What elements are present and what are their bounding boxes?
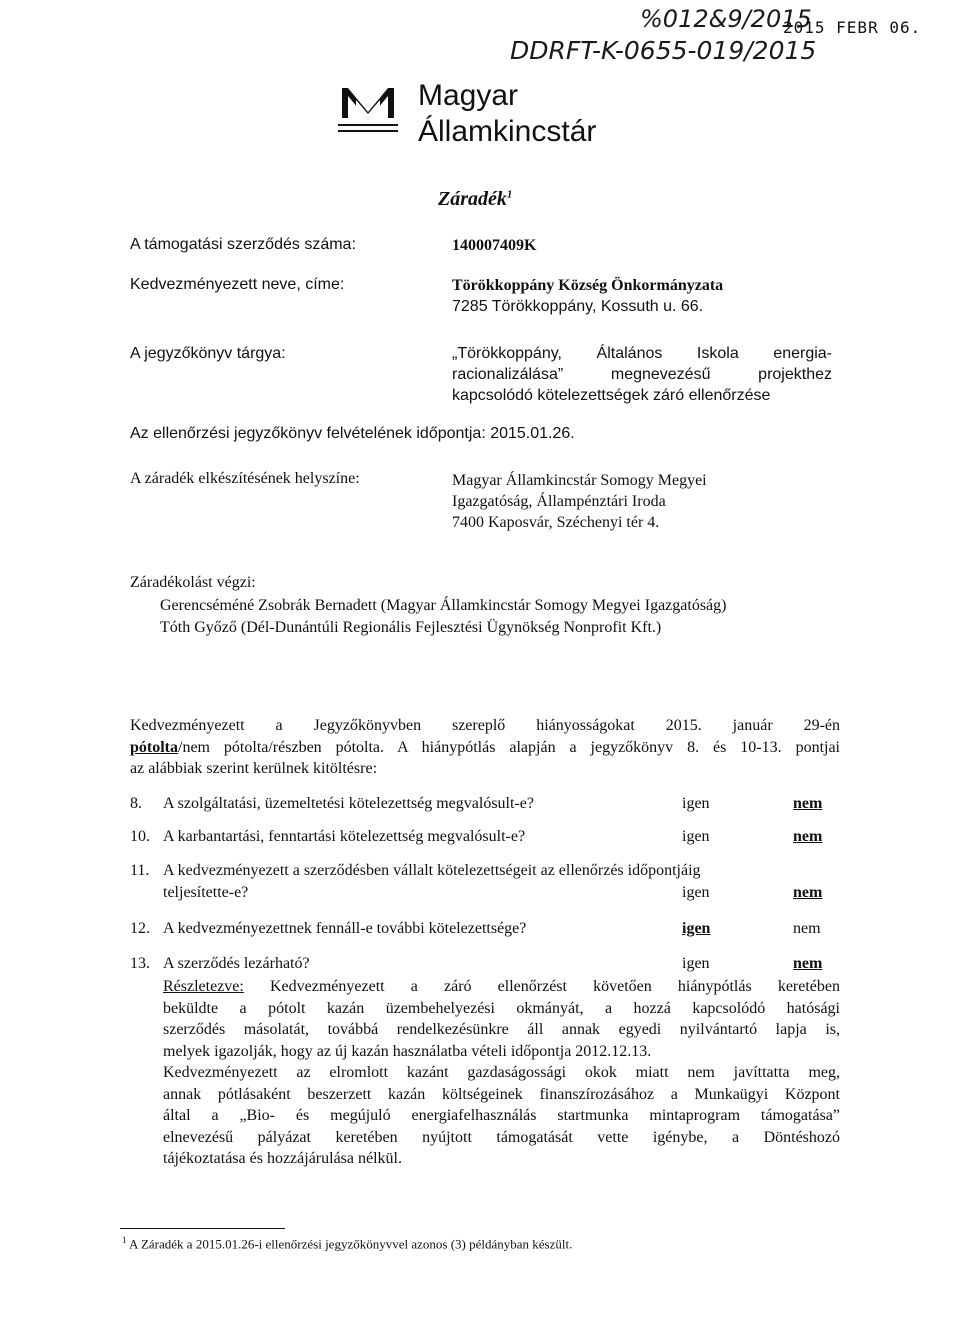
subject-line-1: „Törökkoppány, Általános Iskola energia-: [452, 345, 832, 362]
place-line-2: Igazgatóság, Állampénztári Iroda: [452, 493, 666, 510]
question-text: A szolgáltatási, üzemeltetési kötelezettség megvalósult-e?: [163, 795, 534, 812]
answer-no-selected: nem: [793, 955, 823, 972]
details-line-1-text: Kedvezményezett a záró ellenőrzést követően hiánypótlás keretében: [243, 978, 840, 995]
intro-line-3: az alábbiak szerint kerülnek kitöltésre:: [130, 760, 378, 777]
answer-yes-selected: igen: [682, 920, 711, 937]
handwritten-reference-1: %012&9/2015: [640, 5, 812, 33]
subject-label: A jegyzőkönyv tárgya:: [130, 345, 286, 362]
contract-number-label: A támogatási szerződés száma:: [130, 236, 356, 253]
handwritten-reference-2: DDRFT-K-0655-019/2015: [510, 36, 817, 65]
signer-1: Gerencséméné Zsobrák Bernadett (Magyar Államkincstár Somogy Megyei Igazgatóság): [160, 597, 727, 614]
question-text-continued: teljesítette-e?: [163, 884, 249, 901]
details-label: Részletezve:: [163, 978, 244, 995]
answer-yes: igen: [682, 828, 710, 845]
record-date-line: Az ellenőrzési jegyzőkönyv felvételének időpontja: 2015.01.26.: [130, 425, 575, 442]
intro-selected-option: pótolta: [130, 738, 178, 756]
answer-yes: igen: [682, 955, 710, 972]
question-text: A karbantartási, fenntartási kötelezettség megvalósult-e?: [163, 828, 526, 845]
details-line-7: által a „Bio- és megújuló energiafelhasználás startmunka mintaprogram támogatása”: [163, 1107, 840, 1124]
signer-2: Tóth Győző (Dél-Dunántúli Regionális Fejlesztési Ügynökség Nonprofit Kft.): [160, 619, 662, 636]
answer-yes: igen: [682, 795, 710, 812]
subject-value: [452, 343, 832, 406]
question-text: A kedvezményezett a szerződésben vállalt kötelezettségeit az ellenőrzés időpontjáig: [163, 862, 701, 879]
footnote: [122, 1235, 572, 1252]
details-line-9: tájékoztatása és hozzájárulása nélkül.: [163, 1150, 402, 1167]
intro-paragraph: [130, 715, 840, 780]
treasury-logo: [338, 78, 398, 151]
title-text: Záradék: [438, 188, 507, 210]
document-title: [438, 188, 512, 211]
logo-text-line2: Államkincstár: [418, 115, 597, 148]
intro-line-2: [130, 737, 840, 759]
intro-line-2-rest: /nem pótolta/részben pótolta. A hiánypótlás alapján a jegyzőkönyv 8. és 10-13. pontjai: [178, 738, 840, 756]
footnote-separator: [120, 1228, 285, 1229]
received-date-stamp: 2015 FEBR 06.: [783, 18, 922, 37]
footnote-text: A Záradék a 2015.01.26-i ellenőrzési jegyzőkönyvvel azonos (3) példányban készült.: [129, 1236, 573, 1252]
details-line-5: Kedvezményezett az elromlott kazánt gazdaságossági okok miatt nem javíttatta meg,: [163, 1064, 840, 1081]
beneficiary-name: Törökkoppány Község Önkormányzata: [452, 277, 724, 294]
beneficiary-address: 7285 Törökkoppány, Kossuth u. 66.: [452, 298, 704, 315]
place-line-3: 7400 Kaposvár, Széchenyi tér 4.: [452, 514, 660, 531]
details-line-3: szerződés másolatát, továbbá rendelkezésünkre áll annak egyedi nyilvántartó lapja is,: [163, 1021, 840, 1038]
question-text: A szerződés lezárható?: [163, 955, 310, 972]
subject-line-3: kapcsolódó kötelezettségek záró ellenőrzése: [452, 387, 771, 404]
signers-label: Záradékolást végzi:: [130, 574, 256, 591]
answer-no: nem: [793, 920, 821, 937]
details-paragraph: [163, 976, 840, 1170]
details-line-1: [163, 976, 840, 998]
details-line-8: elnevezésű pályázat keretében nyújtott támogatását vette igénybe, a Döntéshozó: [163, 1128, 840, 1146]
answer-yes: igen: [682, 884, 710, 901]
answer-no-selected: nem: [793, 884, 823, 901]
question-number: 13.: [130, 955, 150, 972]
details-line-2: beküldte a pótolt kazán üzembehelyezési okmányát, a hozzá kapcsolódó hatósági: [163, 999, 840, 1017]
place-line-1: Magyar Államkincstár Somogy Megyei: [452, 472, 707, 489]
question-text: A kedvezményezettnek fennáll-e további kötelezettsége?: [163, 920, 527, 937]
question-number: 8.: [130, 795, 142, 812]
answer-no-selected: nem: [793, 795, 823, 812]
subject-line-2: racionalizálása” megnevezésű projekthez: [452, 366, 832, 383]
place-value: [452, 470, 707, 533]
title-footnote-ref: 1: [506, 188, 513, 201]
place-label: A záradék elkészítésének helyszíne:: [130, 470, 360, 487]
question-number: 11.: [130, 862, 150, 879]
footnote-number: 1: [122, 1235, 127, 1245]
question-number: 12.: [130, 920, 150, 937]
logo-text-line1: Magyar: [418, 79, 519, 112]
mak-logo-icon: [338, 78, 398, 146]
contract-number-value: 140007409K: [452, 237, 537, 254]
intro-line-1: Kedvezményezett a Jegyzőkönyvben szereplő hiányosságokat 2015. január 29-én: [130, 717, 840, 734]
details-line-6: annak pótlásaként beszerzett kazán költségeinek finanszírozásához a Munkaügyi Központ: [163, 1085, 840, 1103]
beneficiary-label: Kedvezményezett neve, címe:: [130, 276, 345, 293]
answer-no-selected: nem: [793, 828, 823, 845]
question-number: 10.: [130, 828, 150, 845]
details-line-4: melyek igazolják, hogy az új kazán használatba vételi időpontja 2012.12.13.: [163, 1042, 652, 1060]
